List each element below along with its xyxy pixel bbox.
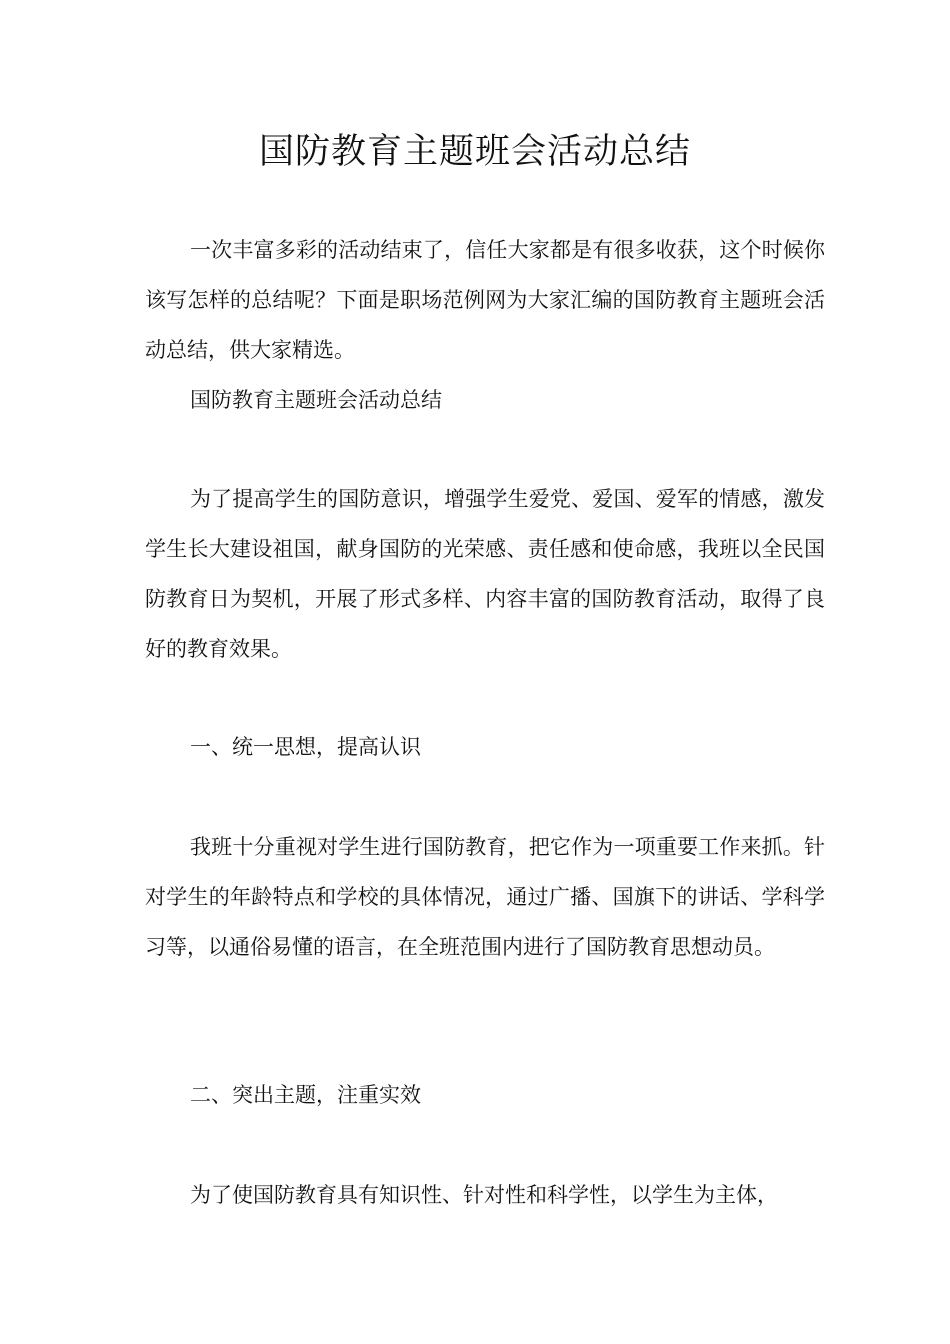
paragraph-3: 为了使国防教育具有知识性、针对性和科学性，以学生为主体， xyxy=(190,1183,778,1207)
section-subtitle: 国防教育主题班会活动总结 xyxy=(190,388,442,412)
document-title: 国防教育主题班会活动总结 xyxy=(258,132,691,172)
section-heading-1: 一、统一思想，提高认识 xyxy=(190,735,421,759)
paragraph-2: 我班十分重视对学生进行国防教育，把它作为一项重要工作来抓。针对学生的年龄特点和学校的具体情况，通过广播、国旗下的讲话、学科学习等，以通俗易懂的语言，在全班范围内进行了国防教育思想动员。 xyxy=(145,835,825,959)
intro-paragraph: 一次丰富多彩的活动结束了，信任大家都是有很多收获，这个时候你该写怎样的总结呢？下面是职场范例网为大家汇编的国防教育主题班会活动总结，供大家精选。 xyxy=(145,238,825,362)
paragraph-1: 为了提高学生的国防意识，增强学生爱党、爱国、爱军的情感，激发学生长大建设祖国，献身国防的光荣感、责任感和使命感，我班以全民国防教育日为契机，开展了形式多样、内容丰富的国防教育活动，取得了良好的教育效果。 xyxy=(145,487,825,661)
section-heading-2: 二、突出主题，注重实效 xyxy=(190,1083,421,1107)
